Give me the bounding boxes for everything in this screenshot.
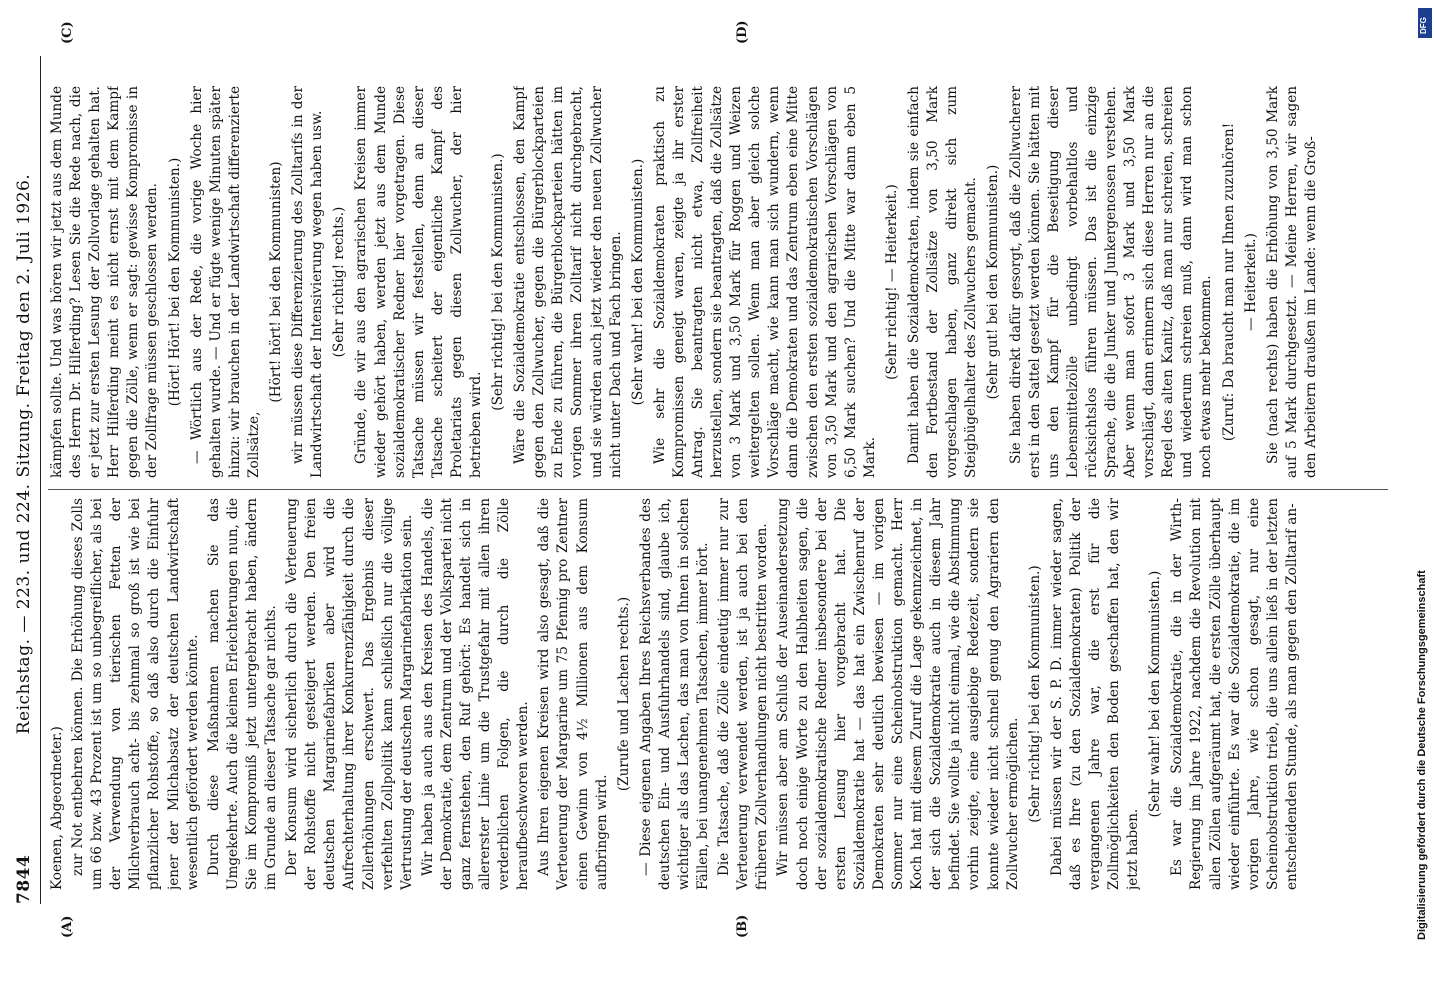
page-header [14,56,50,904]
paragraph: (Zurufe und Lachen rechts.) [615,596,632,792]
paragraph: Gründe, die wir aus den agrarischen Kreisen immer wieder gehört haben, werden jetzt aus dem Munde sozialdemokratischer Redner hier vorgetragen. Diese Tatsache müssen wir feststellen, denn an dieser Tatsache scheitert der eigentliche Kampf des Proletariats gegen diesen Zollwucher, der hier betrieben wird. [353,86,484,478]
page-title: Reichstag. — 223. und 224. Sitzung. Freitag den 2. Juli 1926. [14,173,34,735]
paragraph: (Sehr richtig! bei den Kommunisten.) [490,153,507,411]
paragraph: — Heiterkeit.) [1242,233,1259,331]
paragraph: Wäre die Sozialdemokratie entschlossen, den Kampf gegen den Zollwucher, gegen die Bürgerblockparteien zu Ende zu führen, die Bürgerblockparteien hätten im vorigen Sommer ihren Zolltarif nicht durchgebracht, und sie würden auch jetzt wieder den neuen Zollwucher nicht unter Dach und Fach bringen. [512,86,624,478]
margin-marker-d: (D) [735,20,750,44]
paragraph: (Hört! Hört! bei den Kommunisten.) [166,157,183,407]
paragraph: Durch diese Maßnahmen machen Sie das Umgekehrte. Auch die kleinen Erleichterungen nun, die Sie im Kompromiß jetzt untergebracht haben, ändern im Grunde an dieser Tatsache gar nichts. [205,498,280,890]
margin-marker-b: (B) [735,914,750,938]
dfg-logo: DFG [1418,8,1432,38]
paragraph: Sie (nach rechts) haben die Erhöhung von 3,50 Mark auf 5 Mark durchgesetzt. — Meine Herren, wir sagen den Arbeitern draußen im Lande: wenn die Groß- [1264,86,1319,478]
margin-marker-a: (A) [60,915,75,938]
header-rule [40,56,41,904]
paragraph: Dabei müssen wir der S. P. D. immer wieder sagen, daß es Ihre (zu den Sozialdemokraten) Politik der vergangenen Jahre war, die erst für die Zollmöglichkeiten den Boden geschaffen hat, den wir jetzt haben. [1048,498,1142,890]
paragraph: Damit haben die Sozialdemokraten, indem sie einfach den Fortbestand der Zollsätze von 3,50 Mark vorgeschlagen haben, ganz direkt sich zum Steigbügelhalter des Zollwuchers gemacht. [906,86,980,478]
paragraph: (Hört! hört! bei den Kommunisten) [268,161,285,403]
paragraph: wir müssen diese Differenzierung des Zolltarifs in der Landwirtschaft der Intensivierung wegen haben usw. [290,86,326,478]
paragraph: — Diese eigenen Angaben Ihres Reichsverbandes des deutschen Ein- und Ausfuhrhandels sind, glaube ich, wichtiger als das Lachen, das man von Ihnen in solchen Fällen, bei unangenehmen Tatsachen, immer hört. [637,498,712,890]
paragraph: (Sehr gut! bei den Kommunisten.) [985,164,1002,400]
right-column [48,86,1378,478]
column-divider [48,489,1388,490]
page-number: 7844 [14,854,34,904]
paragraph: (Sehr wahr! bei den Kommunisten.) [629,158,646,406]
paragraph: Wie sehr die Sozialdemokraten praktisch zu Kompromissen geneigt waren, zeigte ja ihr erster Antrag. Sie beantragten nicht etwa, Zollfreiheit herzustellen, sondern sie beantragten, daß die Zollsätze von 3 Mark und 3,50 Mark für Roggen und Weizen weitergelten sollen. Wenn man aber gleich solche Vorschläge macht, wie kann man sich wundern, wenn dann die Demokraten und das Zentrum eben eine Mitte zwischen den ersten sozialdemokratischen Vorschlägen von 3,50 Mark und den agrarischen Vorschlägen von 6,50 Mark suchen? Und die Mitte war dann eben 5 Mark. [651,86,878,478]
paragraph: (Sehr richtig! — Heiterkeit.) [883,184,900,380]
paragraph: — Wörtlich aus der Rede, die vorige Woche hier gehalten wurde. — Und er fügte wenige Minuten später hinzu: wir brauchen in der Landwirtschaft differenzierte Zollsätze, [188,86,262,478]
paragraph: (Sehr richtig! bei den Kommunisten.) [1026,565,1043,823]
digitization-note-text: Digitalisierung gefördert durch die Deutsche Forschungsgemeinschaft [1416,570,1428,940]
paragraph: Wir haben ja auch aus den Kreisen des Handels, die der Demokratie, dem Zentrum und der Volkspartei nicht ganz fernstehen, den Ruf gehört: Es handelt sich in allererster Linie um die Trustgefahr mit allen ihren verderblichen Folgen, die durch die Zölle heraufbeschworen werden. [419,498,532,890]
paragraph: kämpfen sollte. Und was hören wir jetzt aus dem Munde des Herrn Dr. Hilferding? Lesen Sie die Rede nach, die er jetzt zur ersten Lesung der Zollvorlage gehalten hat. Herr Hilferding meint es nicht ernst mit dem Kampf gegen die Zölle, wenn er sagt: gewisse Kompromisse in der Zollfrage müssen geschlossen werden. [49,86,161,478]
paragraph: Es war die Sozialdemokratie, die in der Wirth-Regierung im Jahre 1922, nachdem die Revolution mit allen Zöllen aufgeräumt hat, die ersten Zölle überhaupt wieder einführte. Es war die Sozialdemokratie, die im vorigen Jahre, wie schon gesagt, nur eine Scheinobstruktion trieb, die uns allein ließ in der letzten entscheidenden Stunde, als man gegen den Zolltarif an- [1169,498,1300,890]
margin-marker-c: (C) [60,21,75,44]
paragraph: Aus Ihren eigenen Kreisen wird also gesagt, daß die Verteuerung der Margarine um 75 Pfennig pro Zentner einen Gewinn von 4½ Millionen aus dem Konsum aufbringen wird. [536,498,610,890]
paragraph: (Zuruf: Da braucht man nur Ihnen zuzuhören! [1220,122,1237,442]
paragraph: Koenen, Abgeordneter.) [49,726,65,890]
left-column [48,498,1378,890]
digitization-note [1412,10,1434,990]
paragraph: Wir müssen aber am Schluß der Auseinandersetzung doch noch einige Worte zu den Halbheiten sagen, die der sozialdemokratische Redner insbesondere bei der ersten Lesung hier vorgebracht hat. Die Sozialdemokratie hat — das hat ein Zwischenruf der Demokraten sehr deutlich bewiesen — im vorigen Sommer nur eine Scheinobstruktion gemacht. Herr Koch hat mit diesem Zuruf die Lage gekennzeichnet, in der sich die Sozialdemokratie auch in diesem Jahr befindet. Sie wollte ja nicht einmal, wie die Abstimmung vorhin zeigte, eine ausgiebige Redezeit, sondern sie konnte wieder nicht schnell genug den Agrariern den Zollwucher ermöglichen. [775,498,1021,890]
paragraph: Die Tatsache, daß die Zölle eindeutig immer nur zur Verteuerung verwendet werden, ist ja auch bei den früheren Zollverhandlungen nicht bestritten worden. [716,498,771,890]
paragraph: zur Not entbehren können. Die Erhöhung dieses Zolls um 66 bzw. 43 Prozent ist um so unbegreiflicher, als bei der Verwendung von tierischen Fetten der Milchverbrauch acht- bis zehnmal so groß ist wie bei pflanzlicher Rohstoffe, so daß also durch die Einfuhr jener der Milchabsatz der deutschen Landwirtschaft wesentlich gefördert werden könnte. [70,498,201,890]
paragraph: (Sehr wahr! bei den Kommunisten.) [1147,570,1164,818]
paragraph: Sie haben direkt dafür gesorgt, daß die Zollwucherer erst in den Sattel gesetzt werden können. Sie hätten mit uns den Kampf für die Beseitigung dieser Lebensmittelzölle unbedingt vorbehaltlos und rücksichtslos führen müssen. Das ist die einzige Sprache, die die Junker und Junkergenossen verstehen. Aber wenn man sofort 3 Mark und 3,50 Mark vorschlägt, dann erinnern sich diese Herren nur an die Regel des alten Kanitz, daß man nur schreien, schreien und wiederum schreien muß, dann wird man schon noch etwas mehr bekommen. [1007,86,1215,478]
paragraph: Der Konsum wird sicherlich durch die Verteuerung der Rohstoffe nicht gesteigert werden. Den freien deutschen Margarinefabriken aber wird die Aufrechterhaltung ihrer Konkurrenzfähigkeit durch die Zollerhöhungen erschwert. Das Ergebnis dieser verfehlten Zollpolitik kann schließlich nur die völlige Vertrustung der deutschen Margarinefabrikation sein. [284,498,415,890]
paragraph: (Sehr richtig! rechts.) [331,206,348,358]
